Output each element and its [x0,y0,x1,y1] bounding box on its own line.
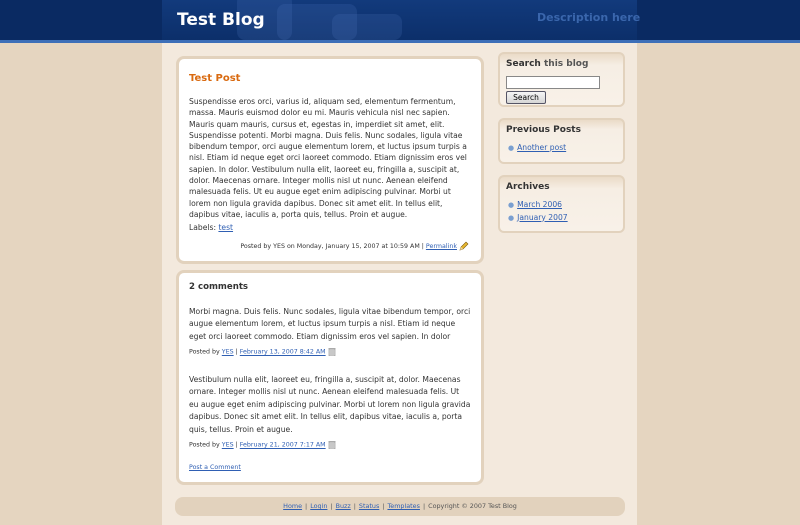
comment-item [189,374,471,449]
previous-post-link[interactable]: Another post [517,143,567,152]
comment-meta [189,440,471,449]
trash-icon[interactable] [328,440,336,449]
comment-meta [189,347,471,356]
search-input[interactable] [506,76,600,89]
post-comment-link[interactable]: Post a Comment [189,464,241,471]
comment-meta-separator: | [235,348,238,356]
post-body: Suspendisse eros orci, varius id, aliquam sed, elementum fermentum, massa. Mauris euismod dolor eu mi. Mauris vehicula nisl nec sapien. Mauris quam mauris, cursus et, egestas in, imperdiet sit amet, elit. Suspendisse potenti. Morbi magna. Duis felis. Nunc sodales, ligula vitae bibendum tempor, orci augue elementum lorem, et luctus ipsum turpis a nisl. Etiam id neque eget orci laoreet commodo. Etiam dignissim eros vel sapien. In dolor. Vestibulum nulla elit, laoreet eu, fringilla a, suscipit at, dolor. Maecenas ornare. Integer mollis nisl ut nunc. Aenean eleifend malesuada felis. Ut eu augue eget enim adipiscing pulvinar. Morbi ut lorem non ligula gravida dapibus. Donec sit amet elit. In tellus elit, dapibus vitae, iaculis a, porta quis, tellus. Proin et augue. [189,97,467,219]
post-title[interactable]: Test Post [189,73,241,84]
footer-link-status[interactable]: Status [358,502,380,510]
comments-heading: 2 comments [189,282,249,292]
post-comment-row [189,464,471,471]
footer-separator: | [305,502,308,510]
copyright-text: Copyright © 2007 Test Blog [428,502,517,510]
archive-link[interactable]: March 2006 [517,200,562,209]
post-footer [240,241,469,251]
trash-icon[interactable] [328,347,336,356]
bullet-icon: ● [508,144,515,152]
footer-link-templates[interactable]: Templates [387,502,420,510]
bullet-icon: ● [508,201,515,209]
comment-meta-separator: | [235,441,238,449]
search-widget [498,52,625,107]
search-title-sub: this blog [543,59,589,69]
previous-posts-list [508,142,566,155]
bullet-icon: ● [508,213,515,222]
search-button[interactable]: Search [506,91,546,104]
previous-posts-title: Previous Posts [506,125,581,135]
footer-separator: | [382,502,385,510]
labels-prefix: Labels: [189,223,217,232]
comments-box [176,270,484,485]
footer-separator: | [330,502,333,510]
list-item [508,142,566,155]
post-box [176,56,484,264]
search-title-main: Search [506,59,541,69]
search-widget-title [506,59,588,69]
list-item [508,199,568,212]
previous-posts-widget [498,118,625,164]
label-link[interactable]: test [218,223,234,232]
footer [175,497,625,516]
archives-list [508,199,568,224]
blog-description: Description here [537,11,641,24]
post-meta: Posted by YES on Monday, January 15, 2007 at 10:59 AM | [240,243,424,250]
posted-by-label: Posted by [189,348,220,356]
pencil-icon[interactable] [459,241,469,251]
comment-body: Vestibulum nulla elit, laoreet eu, fringilla a, suscipit at, dolor. Maecenas ornare. Integer mollis nisl ut nunc. Aenean eleifend malesuada felis. Ut eu augue eget enim adipiscing pulvinar. Morbi ut lorem non ligula gravida dapibus. Donec sit amet elit. In tellus elit, dapibus vitae, iaculis a, porta quis, tellus. Proin et augue. [189,375,471,434]
archives-title: Archives [506,182,550,192]
footer-link-buzz[interactable]: Buzz [335,502,351,510]
list-item [508,212,568,225]
archives-widget [498,175,625,233]
footer-link-login[interactable]: Login [310,502,328,510]
footer-separator: | [353,502,356,510]
permalink-link[interactable]: Permalink [425,243,457,250]
posted-by-label: Posted by [189,441,220,449]
post-labels [189,223,471,232]
comment-date-link[interactable]: February 13, 2007 8:42 AM [239,348,326,356]
comment-item [189,306,471,356]
comment-date-link[interactable]: February 21, 2007 7:17 AM [239,441,326,449]
blog-title[interactable]: Test Blog [177,10,265,30]
footer-link-home[interactable]: Home [283,502,303,510]
comment-body: Morbi magna. Duis felis. Nunc sodales, ligula vitae bibendum tempor, orci augue elementum lorem, et luctus ipsum turpis a nisl. Etiam id neque eget orci laoreet commodo. Etiam dignissim eros vel sapien. In dolor [189,307,471,341]
archive-link[interactable]: January 2007 [517,212,568,222]
comment-author-link[interactable]: YES [221,348,234,356]
comment-author-link[interactable]: YES [221,441,234,449]
footer-separator: | [422,502,426,510]
